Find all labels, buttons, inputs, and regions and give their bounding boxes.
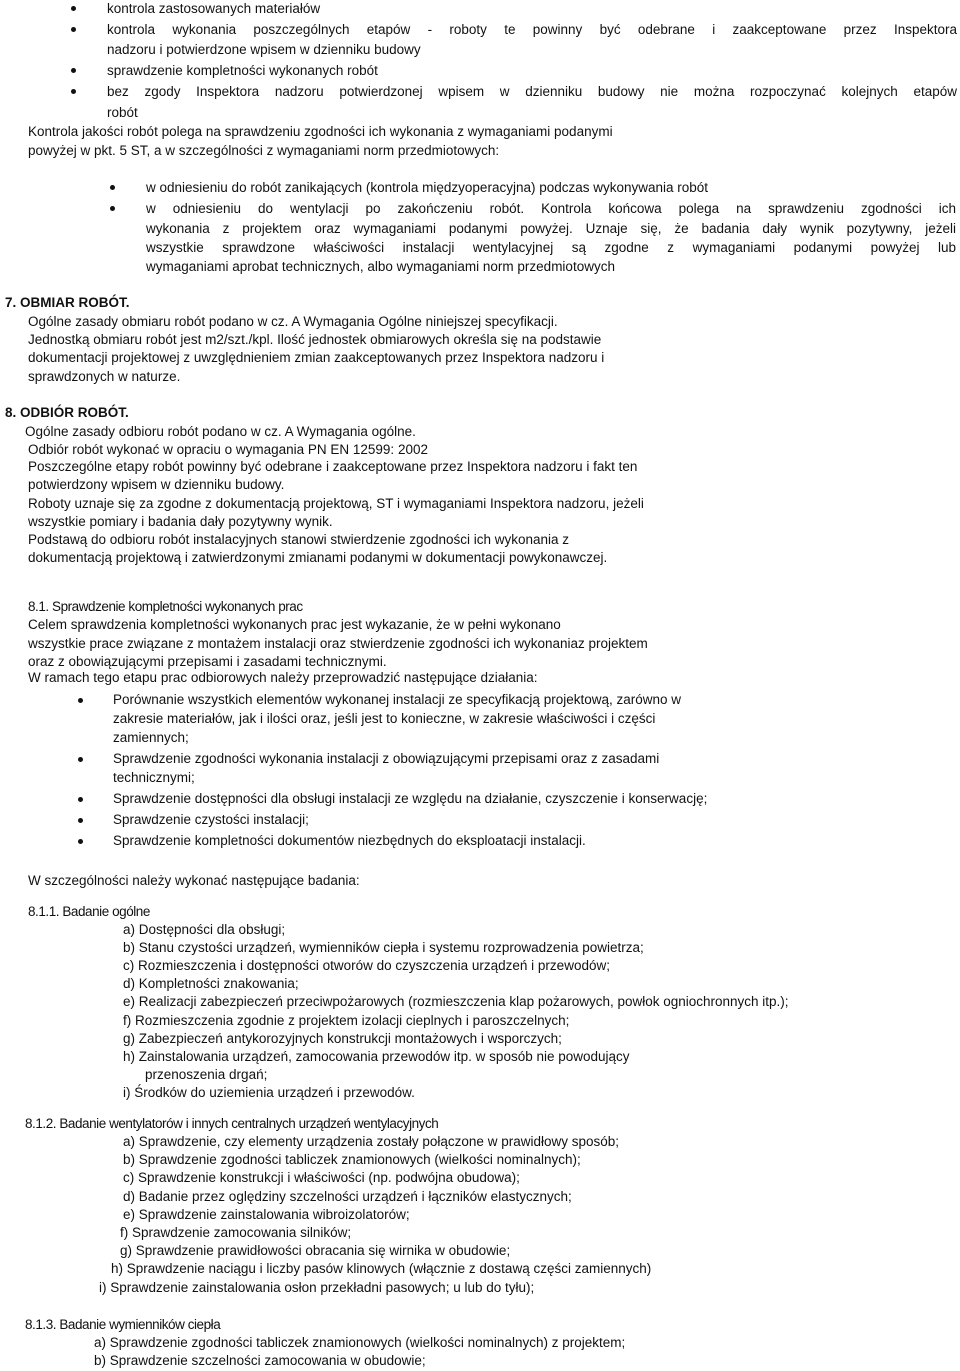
bullet-text: sprawdzenie kompletności wykonanych robót bbox=[107, 63, 378, 78]
section-8-line: wszystkie pomiary i badania dały pozytywny wynik. bbox=[28, 514, 333, 529]
list-item: g) Sprawdzenie prawidłowości obracania się wirnika w obudowie; bbox=[120, 1243, 511, 1258]
bullet-dot bbox=[71, 6, 76, 11]
section-8-heading: 8. ODBIÓR ROBÓT. bbox=[5, 405, 129, 420]
bullet-dot bbox=[78, 757, 83, 762]
bullet-dot bbox=[78, 818, 83, 823]
section-8-line: Ogólne zasady odbioru robót podano w cz. A Wymagania ogólne. bbox=[25, 424, 416, 439]
list-item: a) Dostępności dla obsługi; bbox=[123, 922, 286, 937]
bullet-dot bbox=[110, 206, 115, 211]
bullet-text: bez zgody Inspektora nadzoru potwierdzonej wpisem w dzienniku budowy nie można rozpoczynać kolejnych etapów bbox=[107, 84, 957, 99]
section-8-line: dokumentacją projektową i zatwierdzonymi zmianami podanymi w dokumentacji powykonawczej. bbox=[28, 550, 608, 565]
bullet-text: Porównanie wszystkich elementów wykonanej instalacji ze specyfikacją projektową, zarówno w bbox=[113, 692, 682, 707]
list-item: e) Realizacji zabezpieczeń przeciwpożarowych (rozmieszczenia klap pożarowych, powłok ogniochronnych itp.); bbox=[123, 994, 789, 1009]
list-item: d) Badanie przez oględziny szczelności urządzeń i łączników elastycznych; bbox=[123, 1189, 572, 1204]
bullet-text-continuation: wymaganiami aprobat technicznych, albo wymaganiami norm przedmiotowych bbox=[146, 259, 615, 274]
bullet-text: Sprawdzenie zgodności wykonania instalacji z obowiązującymi przepisami oraz z zasadami bbox=[113, 751, 660, 766]
bullet-text: w odniesieniu do wentylacji po zakończeniu robót. Kontrola końcowa polega na sprawdzeniu zgodności ich bbox=[146, 201, 956, 216]
list-item: b) Stanu czystości urządzeń, wymienników ciepła i systemu rozprowadzenia powietrza; bbox=[123, 940, 644, 955]
bullet-dot bbox=[110, 185, 115, 190]
bullet-text-continuation: zamiennych; bbox=[113, 730, 189, 745]
bullet-text-continuation: nadzoru i potwierdzone wpisem w dzienniku budowy bbox=[107, 42, 421, 57]
bullet-dot bbox=[71, 68, 76, 73]
section-8-line: Roboty uznaje się za zgodne z dokumentacją projektową, ST i wymaganiami Inspektora nadzoru, jeżeli bbox=[28, 496, 644, 511]
bullet-dot bbox=[78, 698, 83, 703]
bullet-dot bbox=[78, 839, 83, 844]
bullet-text-continuation: zakresie materiałów, jak i ilości oraz, jeśli jest to konieczne, w zakresie właściwości i części bbox=[113, 711, 656, 726]
list-item: e) Sprawdzenie zainstalowania wibroizolatorów; bbox=[123, 1207, 410, 1222]
list-item: g) Zabezpieczeń antykorozyjnych konstrukcji montażowych i wsporczych; bbox=[123, 1031, 562, 1046]
bullet-text: kontrola wykonania poszczególnych etapów - roboty te powinny być odebrane i zaakceptowane przez Inspektora bbox=[107, 22, 957, 37]
list-item: b) Sprawdzenie szczelności zamocowania w obudowie; bbox=[94, 1353, 426, 1368]
bullet-text: Sprawdzenie dostępności dla obsługi instalacji ze względu na działanie, czyszczenie i konserwację; bbox=[113, 791, 708, 806]
bullet-dot bbox=[78, 797, 83, 802]
list-item: f) Rozmieszczenia zgodnie z projektem izolacji cieplnych i paroszczelnych; bbox=[123, 1013, 570, 1028]
list-item: b) Sprawdzenie zgodności tabliczek znamionowych (wielkości nominalnych); bbox=[123, 1152, 581, 1167]
list-item: d) Kompletności znakowania; bbox=[123, 976, 299, 991]
section-8-line: potwierdzony wpisem w dzienniku budowy. bbox=[28, 477, 285, 492]
list-item: i) Sprawdzenie zainstalowania osłon przekładni pasowych; u lub do tyłu); bbox=[99, 1280, 535, 1295]
list-item: a) Sprawdzenie, czy elementy urządzenia zostały połączone w prawidłowy sposób; bbox=[123, 1134, 619, 1149]
bullet-text-continuation: robót bbox=[107, 105, 138, 120]
section-8-1-line: Celem sprawdzenia kompletności wykonanych prac jest wykazanie, że w pełni wykonano bbox=[28, 617, 561, 632]
list-item: i) Środków do uziemienia urządzeń i przewodów. bbox=[123, 1085, 415, 1100]
bullet-text: kontrola zastosowanych materiałów bbox=[107, 1, 321, 16]
list-item-continuation: przenoszenia drgań; bbox=[145, 1067, 268, 1082]
section-8-1-heading: 8.1. Sprawdzenie kompletności wykonanych prac bbox=[28, 599, 303, 614]
section-7-heading: 7. OBMIAR ROBÓT. bbox=[5, 295, 130, 310]
section-8-1-2-heading: 8.1.2. Badanie wentylatorów i innych centralnych urządzeń wentylacyjnych bbox=[25, 1116, 439, 1131]
list-item: a) Sprawdzenie zgodności tabliczek znamionowych (wielkości nominalnych) z projektem; bbox=[94, 1335, 626, 1350]
section-8-1-line: W ramach tego etapu prac odbiorowych należy przeprowadzić następujące działania: bbox=[28, 670, 538, 685]
bullet-dot bbox=[71, 27, 76, 32]
list-item: c) Sprawdzenie konstrukcji i właściwości (np. podwójna obudowa); bbox=[123, 1170, 520, 1185]
section-7-line: Ogólne zasady obmiaru robót podano w cz. A Wymagania Ogólne niniejszej specyfikacji. bbox=[28, 314, 558, 329]
list-item: h) Sprawdzenie naciągu i liczby pasów klinowych (włącznie z dostawą części zamiennych) bbox=[111, 1261, 652, 1276]
section-7-line: Jednostką obmiaru robót jest m2/szt./kpl. Ilość jednostek obmiarowych określa się na podstawie bbox=[28, 332, 602, 347]
section-7-line: dokumentacji projektowej z uwzględnieniem zmian zaakceptowanych przez Inspektora nadzoru i bbox=[28, 350, 605, 365]
list-item: c) Rozmieszczenia i dostępności otworów do czyszczenia urządzeń i przewodów; bbox=[123, 958, 610, 973]
quality-paragraph: powyżej w pkt. 5 ST, a w szczególności z wymaganiami norm przedmiotowych: bbox=[28, 143, 500, 158]
tests-intro: W szczególności należy wykonać następujące badania: bbox=[28, 873, 360, 888]
section-8-1-3-heading: 8.1.3. Badanie wymienników ciepła bbox=[25, 1317, 221, 1332]
list-item: h) Zainstalowania urządzeń, zamocowania przewodów itp. w sposób nie powodujący bbox=[123, 1049, 630, 1064]
bullet-text-continuation: wszystkie sprawdzone właściwości instalacji wentylacyjnej są zgodne z wymaganiami podanymi powyżej lub bbox=[146, 240, 956, 255]
list-item: f) Sprawdzenie zamocowania silników; bbox=[120, 1225, 352, 1240]
bullet-text: Sprawdzenie czystości instalacji; bbox=[113, 812, 309, 827]
bullet-text: w odniesieniu do robót zanikających (kontrola międzyoperacyjna) podczas wykonywania robót bbox=[146, 180, 709, 195]
bullet-text-continuation: technicznymi; bbox=[113, 770, 195, 785]
section-8-1-1-heading: 8.1.1. Badanie ogólne bbox=[28, 904, 150, 919]
section-8-1-line: oraz z obowiązującymi przepisami i zasadami technicznymi. bbox=[28, 654, 387, 669]
section-8-1-line: wszystkie prace związane z montażem instalacji oraz stwierdzenie zgodności ich wykonaniaz projektem bbox=[28, 636, 648, 651]
section-8-line: Odbiór robót wykonać w opraciu o wymagania PN EN 12599: 2002 bbox=[28, 442, 428, 457]
quality-paragraph: Kontrola jakości robót polega na sprawdzeniu zgodności ich wykonania z wymaganiami podanymi bbox=[28, 124, 613, 139]
section-8-line: Podstawą do odbioru robót instalacyjnych stanowi stwierdzenie zgodności ich wykonania z bbox=[28, 532, 570, 547]
section-8-line: Poszczególne etapy robót powinny być odebrane i zaakceptowane przez Inspektora nadzoru i fakt ten bbox=[28, 459, 638, 474]
section-7-line: sprawdzonych w naturze. bbox=[28, 369, 181, 384]
bullet-dot bbox=[71, 89, 76, 94]
bullet-text-continuation: wykonania z projektem oraz wymaganiami podanymi powyżej. Uznaje się, że badania dały wynik pozytywny, jeżeli bbox=[146, 221, 956, 236]
bullet-text: Sprawdzenie kompletności dokumentów niezbędnych do eksploatacji instalacji. bbox=[113, 833, 586, 848]
